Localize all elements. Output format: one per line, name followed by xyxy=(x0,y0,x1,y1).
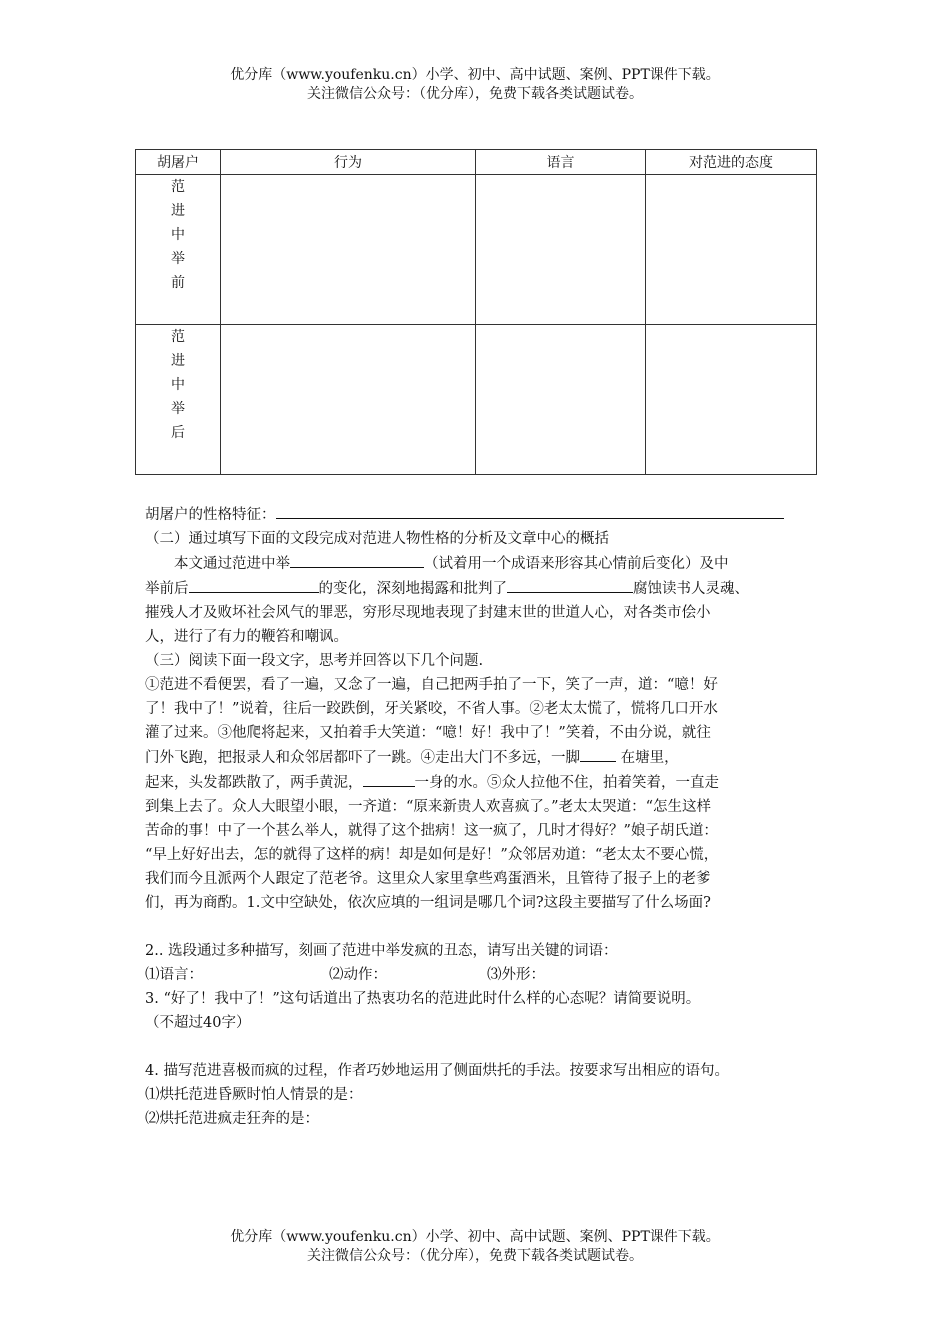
row-label-char: 后 xyxy=(171,425,185,441)
question-4: 4. 描写范进喜极而疯的过程，作者巧妙地运用了侧面烘托的手法。按要求写出相应的语句。 xyxy=(145,1063,729,1079)
text-span: 的变化，深刻地揭露和批判了 xyxy=(318,581,507,597)
trait-blank[interactable] xyxy=(276,502,784,519)
passage-line: 到集上去了。众人大眼望小眼，一齐道：“原来新贵人欢喜疯了。”老太太哭道：“怎生这样 xyxy=(145,799,711,815)
text-span: 一身的水。⑤众人拉他不住，拍着笑着，一直走 xyxy=(414,775,719,791)
passage-line: 们，再为商酌。1.文中空缺处，依次应填的一组词是哪几个词?这段主要描写了什么场面? xyxy=(145,895,711,911)
analysis-table xyxy=(135,149,817,475)
question-4b: ⑵烘托范进疯走狂奔的是： xyxy=(145,1111,319,1127)
text-span: （试着用一个成语来形容其心情前后变化）及中 xyxy=(424,556,729,572)
table-header-row xyxy=(136,150,817,175)
section-2-line-2 xyxy=(145,576,825,601)
table-cell[interactable] xyxy=(476,325,646,475)
passage-line: 苦命的事！中了一个甚么举人，就得了这个拙病！这一疯了，几时才得好？”娘子胡氏道： xyxy=(145,823,718,839)
col-header: 对范进的态度 xyxy=(646,150,817,175)
table-cell[interactable] xyxy=(646,175,817,325)
passage-line xyxy=(145,745,825,770)
text-span: 腐蚀读书人灵魂、 xyxy=(633,581,749,597)
section-2-line-1 xyxy=(145,551,825,576)
row-label-char: 举 xyxy=(171,401,185,417)
passage-blank-2[interactable] xyxy=(363,770,415,787)
question-3: 3. “好了！我中了！”这句话道出了热衷功名的范进此时什么样的心态呢？请简要说明。 xyxy=(145,991,701,1007)
passage-line: 了！我中了！”说着，往后一跤跌倒，牙关紧咬，不省人事。②老太太慌了，慌将几口开水 xyxy=(145,701,718,717)
section-2-line-4: 人，进行了有力的鞭笞和嘲讽。 xyxy=(145,629,348,645)
col-header: 行为 xyxy=(221,150,476,175)
text-span: 本文通过范进中举 xyxy=(174,556,290,572)
table-cell[interactable] xyxy=(476,175,646,325)
text-span: 起来，头发都跌散了，两手黄泥， xyxy=(145,775,363,791)
trait-label: 胡屠户的性格特征： xyxy=(145,507,276,523)
text-span: 举前后 xyxy=(145,581,189,597)
passage-blank-1[interactable] xyxy=(580,745,616,762)
question-2: 2.. 选段通过多种描写，刻画了范进中举发疯的丑态，请写出关键的词语： xyxy=(145,943,618,959)
section-2-title: （二）通过填写下面的文段完成对范进人物性格的分析及文章中心的概括 xyxy=(145,531,609,547)
passage-line: ①范进不看便罢，看了一遍，又念了一遍，自己把两手拍了一下，笑了一声，道：“噫！好 xyxy=(145,677,718,693)
question-4a: ⑴烘托范进昏厥时怕人情景的是： xyxy=(145,1087,363,1103)
trait-line xyxy=(145,502,825,527)
table-row xyxy=(136,175,817,325)
row-label-char: 中 xyxy=(171,377,185,393)
row-label-char: 举 xyxy=(171,251,185,267)
row-label-after xyxy=(136,325,221,475)
footer-line-2: 关注微信公众号：（优分库），免费下载各类试题试卷。 xyxy=(307,1248,643,1264)
text-span: 在塘里， xyxy=(620,750,679,766)
q2-action: ⑵动作： xyxy=(329,967,387,983)
change-blank[interactable] xyxy=(189,576,319,593)
idiom-blank[interactable] xyxy=(290,551,424,568)
table-cell[interactable] xyxy=(646,325,817,475)
table-row xyxy=(136,325,817,475)
row-label-char: 进 xyxy=(171,203,185,219)
table-cell[interactable] xyxy=(221,175,476,325)
header-line-1: 优分库（www.youfenku.cn）小学、初中、高中试题、案例、PPT课件下载。 xyxy=(230,67,720,83)
row-label-before xyxy=(136,175,221,325)
question-3-note: （不超过40字） xyxy=(145,1015,251,1031)
row-label-char: 范 xyxy=(171,329,185,345)
section-2-line-3: 摧残人才及败坏社会风气的罪恶，穷形尽现地表现了封建末世的世道人心，对各类市侩小 xyxy=(145,605,711,621)
col-header: 语言 xyxy=(476,150,646,175)
q2-appearance: ⑶外形： xyxy=(487,967,545,983)
page-header xyxy=(0,66,950,104)
row-label-char: 进 xyxy=(171,353,185,369)
row-label-char: 中 xyxy=(171,227,185,243)
footer-line-1: 优分库（www.youfenku.cn）小学、初中、高中试题、案例、PPT课件下载。 xyxy=(230,1229,720,1245)
page-footer xyxy=(0,1228,950,1266)
passage-line: 灌了过来。③他爬将起来，又拍着手大笑道：“噫！好！我中了！”笑着，不由分说，就往 xyxy=(145,725,711,741)
row-label-char: 范 xyxy=(171,179,185,195)
worksheet-body xyxy=(145,502,825,1131)
table-cell[interactable] xyxy=(221,325,476,475)
col-header: 胡屠户 xyxy=(136,150,221,175)
passage-line: 我们而今且派两个人跟定了范老爷。这里众人家里拿些鸡蛋酒米，且管待了报子上的老爹 xyxy=(145,871,711,887)
question-2-parts xyxy=(145,963,825,987)
header-line-2: 关注微信公众号：（优分库），免费下载各类试题试卷。 xyxy=(307,86,643,102)
row-label-char: 前 xyxy=(171,275,185,291)
q2-language: ⑴语言： xyxy=(145,967,203,983)
system-blank[interactable] xyxy=(507,576,633,593)
passage-line: “早上好好出去，怎的就得了这样的病！却是如何是好！”众邻居劝道：“老太太不要心慌， xyxy=(145,847,719,863)
text-span: 门外飞跑，把报录人和众邻居都吓了一跳。④走出大门不多远，一脚 xyxy=(145,750,580,766)
section-3-title: （三）阅读下面一段文字，思考并回答以下几个问题. xyxy=(145,653,484,669)
passage-line xyxy=(145,770,825,795)
